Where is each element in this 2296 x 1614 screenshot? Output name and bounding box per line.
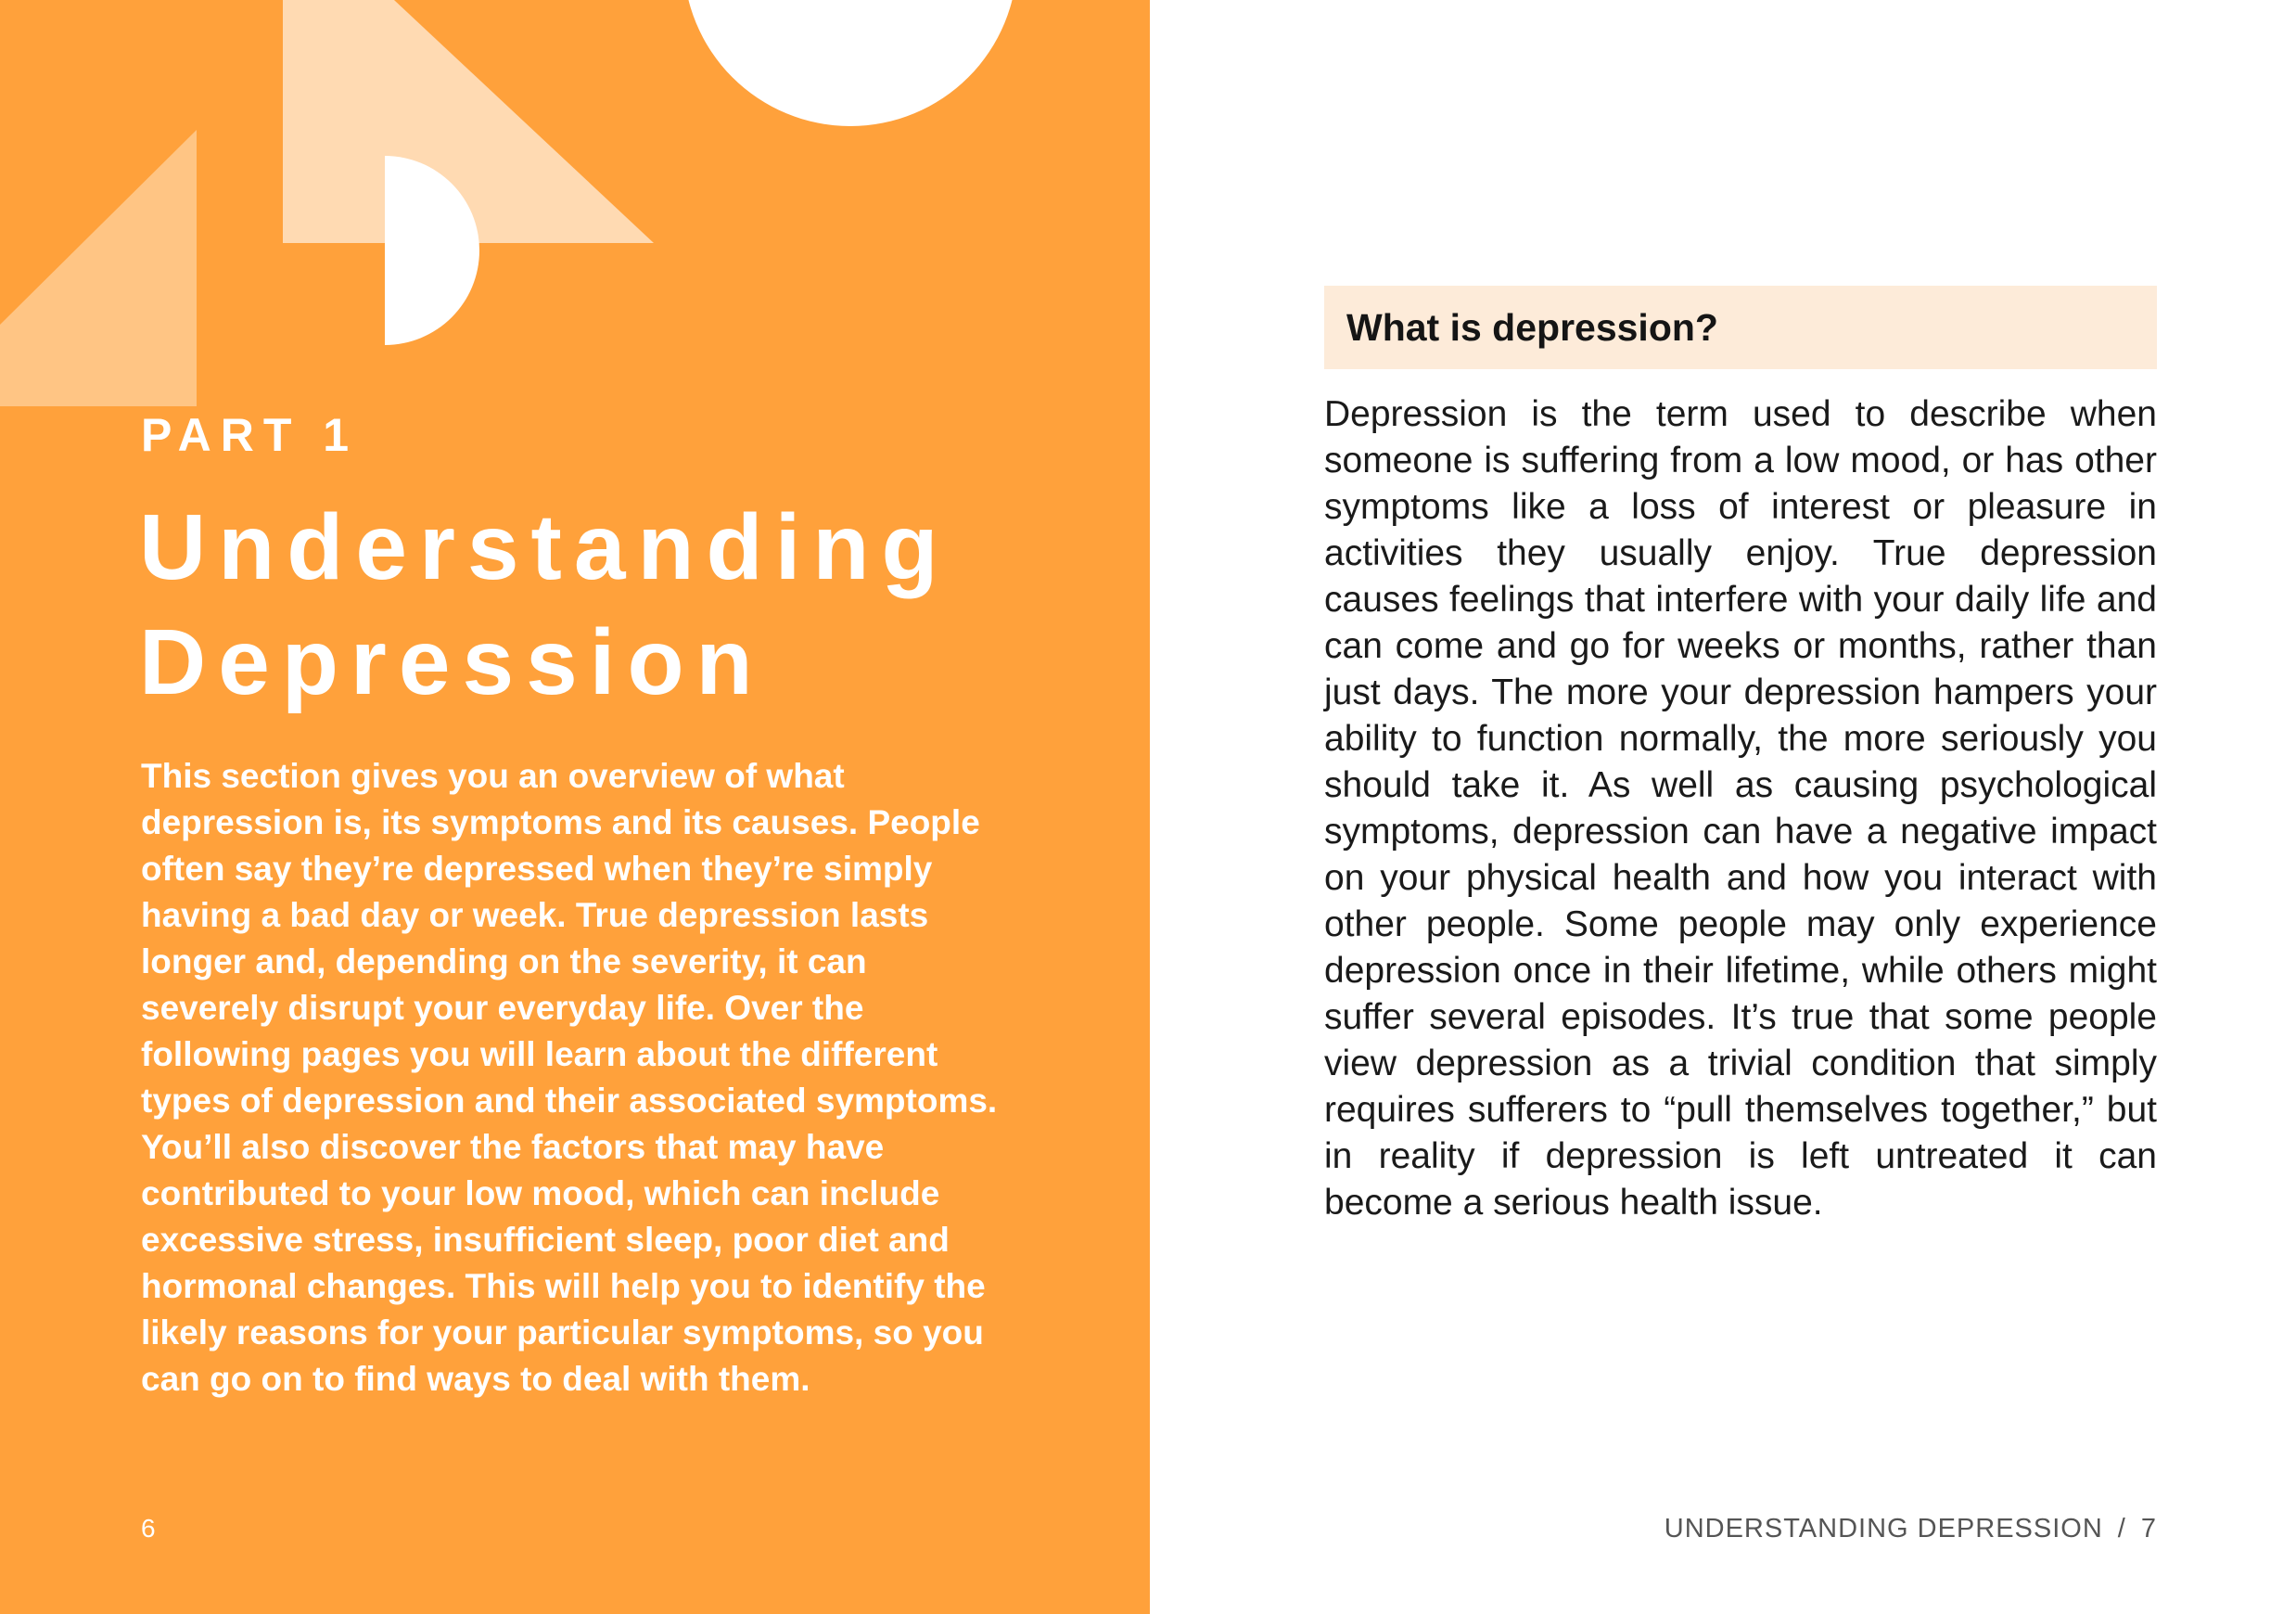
- triangle-shape-left: [0, 130, 197, 406]
- body-paragraph: Depression is the term used to describe when someone is suffering from a low mood, or has other symptoms like a loss of interest or pleasure in activities they usually enjoy. True depression causes feelings that interfere with your daily life and can come and go for weeks or months, rather than just days. The more your depression hampers your ability to function normally, the more seriously you should take it. As well as causing psychological symptoms, depression can have a negative impact on your physical health and how you interact with other people. Some people may only experience depression once in their lifetime, while others might suffer several episodes. It’s true that some people view depression as a trivial condition that simply requires sufferers to “pull themselves together,” but in reality if depression is left untreated it can become a serious health issue.: [1324, 394, 2157, 1223]
- part-label: PART 1: [141, 409, 359, 461]
- chapter-title-line-2: Depression: [139, 610, 765, 714]
- running-head: UNDERSTANDING DEPRESSION: [1664, 1514, 2103, 1544]
- chapter-title-line-1: Understanding: [139, 495, 950, 599]
- running-footer: [1665, 1514, 2157, 1544]
- section-intro: This section gives you an overview of what depression is, its symptoms and its causes. People often say they’re depressed when they’re simply having a bad day or week. True depression lasts longer and, depending on the severity, it can severely disrupt your everyday life. Over the following pages you will learn about the different types of depression and their associated symptoms. You’ll also discover the factors that may have contributed to your low mood, which can include excessive stress, insufficient sleep, poor diet and hormonal changes. This will help you to identify the likely reasons for your particular symptoms, so you can go on to find ways to deal with them.: [141, 757, 998, 1398]
- decorative-shapes: [0, 0, 1150, 427]
- section-heading: What is depression?: [1346, 305, 1718, 349]
- footer-separator: /: [2117, 1514, 2126, 1544]
- circle-shape-top: [683, 0, 1017, 126]
- page-number-left: 6: [141, 1514, 156, 1543]
- heading-box: [1324, 286, 2157, 369]
- page-number-right: 7: [2140, 1514, 2157, 1544]
- chapter-title: [139, 490, 1122, 720]
